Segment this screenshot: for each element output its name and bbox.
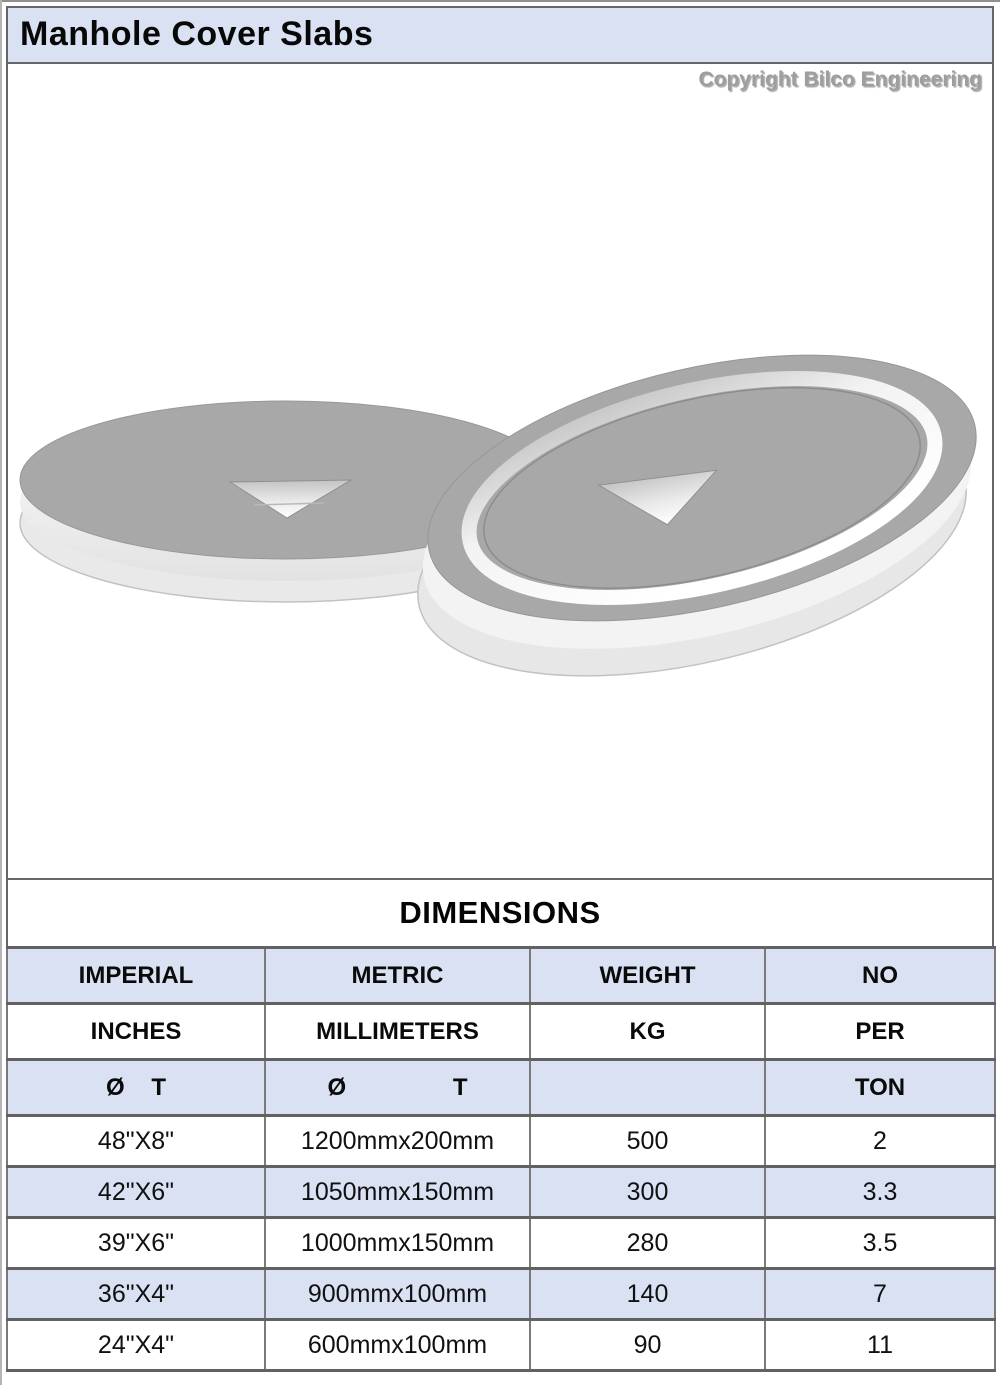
copyright-text: Copyright Bilco Engineering <box>698 68 982 91</box>
header-row-symbols <box>7 1060 995 1116</box>
cell-imperial-size: 24"X4" <box>7 1320 265 1371</box>
window-top-edge <box>0 0 1000 2</box>
dimensions-table <box>6 946 996 1372</box>
table-row <box>7 1116 995 1167</box>
table-row <box>7 1167 995 1218</box>
cell-metric-size: 1200mmx200mm <box>265 1116 530 1167</box>
title-bar <box>6 6 994 64</box>
header-row-units-system <box>7 948 995 1004</box>
cell-imperial-size: 42"X6" <box>7 1167 265 1218</box>
header-row-units <box>7 1004 995 1060</box>
table-row <box>7 1320 995 1371</box>
dimensions-table-body <box>7 1116 995 1371</box>
table-row <box>7 1269 995 1320</box>
cell-imperial-size: 39"X6" <box>7 1218 265 1269</box>
header-metric: METRIC <box>265 948 530 1004</box>
header-weight: WEIGHT <box>530 948 765 1004</box>
cell-imperial-size: 36"X4" <box>7 1269 265 1320</box>
cell-no-per-ton: 2 <box>765 1116 995 1167</box>
table-row <box>7 1218 995 1269</box>
page-title: Manhole Cover Slabs <box>20 14 374 53</box>
cell-imperial-size: 48"X8" <box>7 1116 265 1167</box>
window-left-edge <box>0 0 2 1385</box>
cell-weight: 500 <box>530 1116 765 1167</box>
header-per: PER <box>765 1004 995 1060</box>
manhole-cover-slabs-illustration <box>8 64 992 878</box>
page <box>6 6 994 1372</box>
dimensions-table-head <box>7 948 995 1116</box>
cell-no-per-ton: 7 <box>765 1269 995 1320</box>
header-empty-cell <box>530 1060 765 1116</box>
dimensions-heading-band <box>6 878 994 948</box>
cell-metric-size: 600mmx100mm <box>265 1320 530 1371</box>
header-kg: KG <box>530 1004 765 1060</box>
header-no: NO <box>765 948 995 1004</box>
header-imperial: IMPERIAL <box>7 948 265 1004</box>
cell-no-per-ton: 3.5 <box>765 1218 995 1269</box>
cell-weight: 90 <box>530 1320 765 1371</box>
header-millimeters: MILLIMETERS <box>265 1004 530 1060</box>
cell-metric-size: 1050mmx150mm <box>265 1167 530 1218</box>
cell-no-per-ton: 3.3 <box>765 1167 995 1218</box>
cell-weight: 300 <box>530 1167 765 1218</box>
right-slab <box>392 308 992 723</box>
cell-metric-size: 900mmx100mm <box>265 1269 530 1320</box>
cell-metric-size: 1000mmx150mm <box>265 1218 530 1269</box>
cell-no-per-ton: 11 <box>765 1320 995 1371</box>
header-diameter-thickness-metric: Ø T <box>265 1060 530 1116</box>
cell-weight: 140 <box>530 1269 765 1320</box>
dimensions-heading: DIMENSIONS <box>399 895 601 930</box>
header-diameter-thickness-imperial: Ø T <box>7 1060 265 1116</box>
header-inches: INCHES <box>7 1004 265 1060</box>
product-image-panel <box>6 62 994 880</box>
header-ton: TON <box>765 1060 995 1116</box>
cell-weight: 280 <box>530 1218 765 1269</box>
